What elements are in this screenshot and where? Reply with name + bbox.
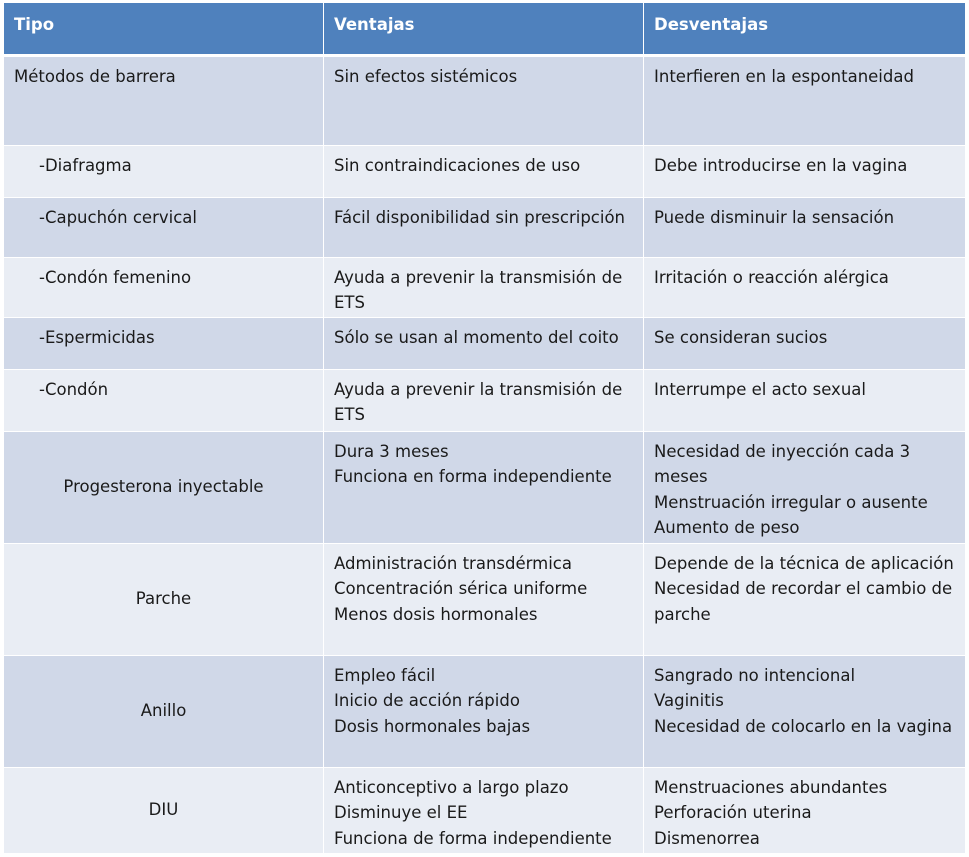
cell-ventajas [324, 55, 644, 145]
cell-desventajas [644, 145, 966, 197]
cell-desventajas [644, 257, 966, 317]
cell-ventajas [324, 767, 644, 853]
cell-tipo: DIU [4, 767, 324, 853]
line: Disminuye el EE [334, 803, 468, 822]
line: Aumento de peso [654, 518, 800, 537]
cell-ventajas [324, 543, 644, 655]
cell-tipo: Métodos de barrera [4, 55, 324, 145]
line: Necesidad de inyección cada 3 meses [654, 441, 911, 486]
cell-tipo: -Capuchón cervical [4, 197, 324, 257]
line: Vaginitis [654, 691, 724, 710]
line: Necesidad de colocarlo en la vagina [654, 716, 953, 736]
cell-desventajas [644, 543, 966, 655]
table-row [4, 317, 966, 369]
line: Interfieren en la espontaneidad [654, 66, 914, 86]
table-row [4, 55, 966, 145]
cell-ventajas [324, 145, 644, 197]
cell-ventajas [324, 369, 644, 431]
line: Sólo se usan al momento del coito [334, 327, 619, 347]
line: Empleo fácil [334, 665, 436, 685]
table-row [4, 145, 966, 197]
cell-tipo: -Diafragma [4, 145, 324, 197]
cell-ventajas [324, 317, 644, 369]
line: Funciona en forma independiente [334, 467, 612, 486]
line: Anticonceptivo a largo plazo [334, 777, 569, 797]
header-tipo: Tipo [4, 3, 324, 55]
cell-tipo: Progesterona inyectable [4, 431, 324, 543]
line: Dosis hormonales bajas [334, 716, 531, 736]
line: Debe introducirse en la vagina [654, 155, 908, 175]
cell-desventajas [644, 431, 966, 543]
line: Ayuda a prevenir la transmisión de ETS [334, 379, 623, 424]
table-row [4, 369, 966, 431]
cell-desventajas [644, 655, 966, 767]
line: Menstruaciones abundantes [654, 777, 888, 797]
line: Sin efectos sistémicos [334, 66, 518, 86]
cell-tipo: -Condón femenino [4, 257, 324, 317]
header-row [4, 3, 966, 55]
cell-ventajas [324, 257, 644, 317]
cell-ventajas [324, 431, 644, 543]
line: Fácil disponibilidad sin prescripción [334, 207, 626, 227]
line: Depende de la técnica de aplicación [654, 553, 954, 573]
header-desventajas: Desventajas [644, 3, 966, 55]
line: Funciona de forma independiente [334, 828, 612, 848]
cell-desventajas [644, 197, 966, 257]
cell-desventajas [644, 369, 966, 431]
line: Administración transdérmica [334, 553, 572, 573]
table-row [4, 767, 966, 853]
line: Menstruación irregular o ausente [654, 492, 928, 512]
line: Interrumpe el acto sexual [654, 379, 866, 399]
line: Se consideran sucios [654, 327, 828, 347]
line: Ayuda a prevenir la transmisión de ETS [334, 267, 623, 312]
table-row [4, 197, 966, 257]
cell-tipo: Anillo [4, 655, 324, 767]
cell-desventajas [644, 55, 966, 145]
contraceptive-table [3, 3, 966, 854]
line: Perforación uterina [654, 803, 812, 822]
table-row [4, 431, 966, 543]
cell-tipo: Parche [4, 543, 324, 655]
line: Dura 3 meses [334, 441, 449, 461]
cell-tipo: -Espermicidas [4, 317, 324, 369]
table-row [4, 543, 966, 655]
line: Concentración sérica uniforme [334, 579, 588, 598]
cell-desventajas [644, 317, 966, 369]
line: Dismenorrea [654, 828, 760, 848]
cell-tipo: -Condón [4, 369, 324, 431]
cell-desventajas [644, 767, 966, 853]
line: Menos dosis hormonales [334, 604, 538, 624]
table-row [4, 257, 966, 317]
line: Sin contraindicaciones de uso [334, 155, 581, 175]
line: Sangrado no intencional [654, 665, 856, 685]
header-ventajas: Ventajas [324, 3, 644, 55]
line: Irritación o reacción alérgica [654, 267, 889, 287]
line: Necesidad de recordar el cambio de parche [654, 579, 953, 624]
line: Inicio de acción rápido [334, 691, 520, 710]
cell-ventajas [324, 655, 644, 767]
line: Puede disminuir la sensación [654, 207, 895, 227]
cell-ventajas [324, 197, 644, 257]
table-row [4, 655, 966, 767]
